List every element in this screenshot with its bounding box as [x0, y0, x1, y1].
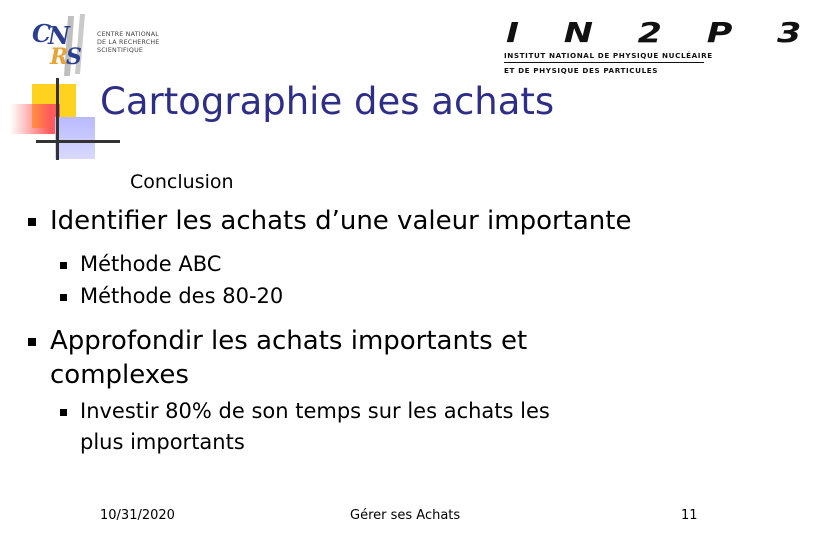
in2p3-logo: [504, 16, 818, 80]
cnrs-logo: [30, 10, 180, 78]
in2p3-wordmark: I N 2 P 3: [506, 16, 818, 49]
title-deco-horizontal-line: [36, 140, 120, 143]
slide-subtitle: Conclusion: [130, 171, 234, 193]
cnrs-name: CENTRE NATIONAL DE LA RECHERCHE SCIENTIFIQUE: [97, 31, 160, 54]
bullet-text: Identifier les achats d’une valeur importante: [50, 206, 632, 236]
slide-title: Cartographie des achats: [100, 80, 555, 123]
page-number: 11: [681, 508, 698, 523]
title-deco-red: [10, 104, 60, 134]
sub-bullet-text-line: plus importants: [80, 430, 245, 454]
footer-title: Gérer ses Achats: [350, 508, 461, 523]
cnrs-monogram-icon: [30, 10, 98, 78]
sub-bullet-text: Méthode des 80-20: [80, 284, 284, 308]
svg-text:R: R: [50, 44, 69, 70]
in2p3-rule: [504, 62, 704, 63]
sub-bullet-marker: [60, 409, 67, 416]
sub-bullet-text-line: Investir 80% de son temps sur les achats les: [80, 399, 550, 423]
svg-text:S: S: [66, 44, 82, 70]
svg-text:N: N: [48, 21, 70, 50]
in2p3-line1: INSTITUT NATIONAL DE PHYSIQUE NUCLÉAIRE: [504, 51, 713, 60]
sub-bullet-marker: [60, 262, 67, 269]
bullet-text-line: complexes: [50, 360, 189, 390]
sub-bullet-marker: [60, 294, 67, 301]
bullet-marker: [28, 218, 36, 226]
title-deco-vertical-line: [56, 78, 59, 160]
footer-date: 10/31/2020: [100, 508, 175, 523]
svg-text:C: C: [32, 19, 52, 48]
title-deco-blue: [55, 117, 95, 159]
sub-bullet-text: Méthode ABC: [80, 252, 222, 276]
in2p3-line2: ET DE PHYSIQUE DES PARTICULES: [504, 66, 659, 75]
bullet-text-line: Approfondir les achats importants et: [50, 326, 528, 356]
bullet-marker: [28, 338, 36, 346]
